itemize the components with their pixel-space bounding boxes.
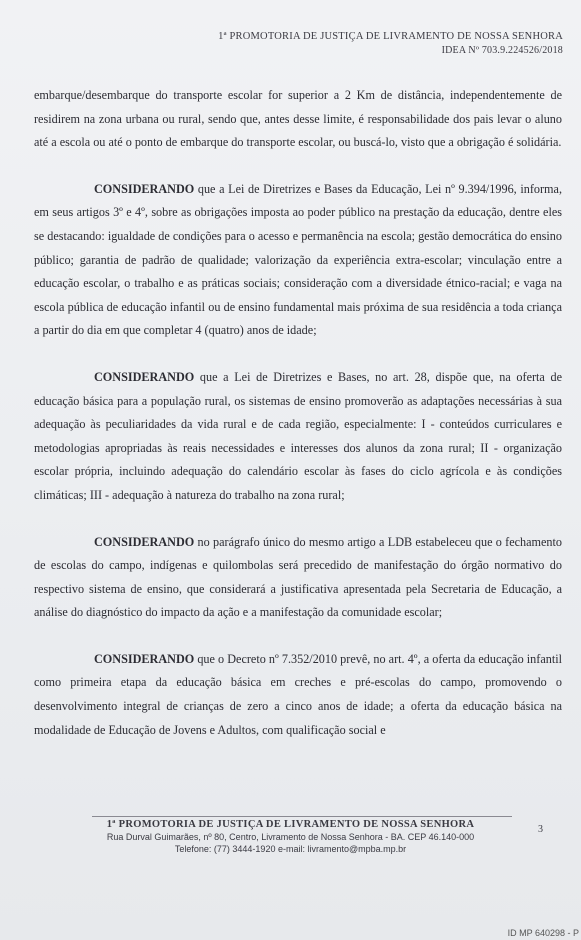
- paragraph-continuation: [34, 84, 562, 155]
- paragraph-considerando: [34, 366, 562, 508]
- page-header: [218, 30, 563, 58]
- paragraph-lead: CONSIDERANDO: [94, 181, 195, 196]
- paragraph-text: no parágrafo único do mesmo artigo a LDB estabeleceu que o fechamento de escolas do campo, indígenas e quilombolas será precedido de manifestação do órgão normativo do respectivo sistema de ensino, que considerará a justificativa apresentada pela Secretaria de Educação, a análise do diagnóstico do impacto da ação e a manifestação da comunidade escolar;: [34, 534, 562, 620]
- paragraph-text: que a Lei de Diretrizes e Bases da Educação, Lei nº 9.394/1996, informa, em seus artigos 3º e 4º, sobre as obrigações imposta ao poder público na prestação da educação, dentre eles se destacando: igualdade de condições para o acesso e permanência na escola; gestão democrática do ensino público; garantia de padrão de qualidade; valorização da experiência extra-escolar; vinculação entre a educação escolar, o trabalho e as práticas sociais; consideração com a diversidade étnico-racial; e vaga na escola pública de educação infantil ou de ensino fundamental mais próxima de sua residência a toda criança a partir do dia em que completar 4 (quatro) anos de idade;: [34, 181, 562, 338]
- paragraph-lead: CONSIDERANDO: [94, 534, 195, 549]
- document-id-stamp: ID MP 640298 - P: [507, 928, 579, 938]
- document-body: [34, 84, 562, 742]
- footer-contact: Telefone: (77) 3444-1920 e-mail: livramento@mpba.mp.br: [174, 844, 407, 854]
- footer-title: 1ª PROMOTORIA DE JUSTIÇA DE LIVRAMENTO DE NOSSA SENHORA: [106, 819, 475, 830]
- paragraph-considerando: [34, 531, 562, 625]
- paragraph-lead: CONSIDERANDO: [94, 651, 195, 666]
- page-footer: [0, 818, 581, 855]
- paragraph-text: que o Decreto nº 7.352/2010 prevê, no art. 4º, a oferta da educação infantil como primeira etapa da educação básica em creches e pré-escolas do campo, promovendo o desenvolvimento integral de crianças de zero a cinco anos de idade; a oferta da educação básica na modalidade de Educação de Jovens e Adultos, com qualificação social e: [34, 651, 562, 737]
- footer-address: Rua Durval Guimarães, nº 80, Centro, Livramento de Nossa Senhora - BA. CEP 46.140-000: [106, 832, 475, 842]
- paragraph-considerando: [34, 178, 562, 343]
- paragraph-considerando: [34, 648, 562, 742]
- paragraph-lead: CONSIDERANDO: [94, 369, 195, 384]
- header-title: 1ª PROMOTORIA DE JUSTIÇA DE LIVRAMENTO DE NOSSA SENHORA: [218, 31, 563, 42]
- page-number: 3: [538, 824, 543, 835]
- paragraph-text: que a Lei de Diretrizes e Bases, no art. 28, dispõe que, na oferta de educação básica para a população rural, os sistemas de ensino promoverão as adaptações necessárias à sua adequação às peculiaridades da vida rural e de cada região, especialmente: I - conteúdos curriculares e metodologias apropriadas às reais necessidades e interesses dos alunos da zona rural; II - organização escolar própria, incluindo adequação do calendário escolar às fases do ciclo agrícola e às condições climáticas; III - adequação à natureza do trabalho na zona rural;: [34, 369, 562, 502]
- paragraph-text: embarque/desembarque do transporte escolar for superior a 2 Km de distância, independentemente de residirem na zona urbana ou rural, sendo que, antes desse limite, é responsabilidade dos pais levar o aluno até a escola ou até o ponto de embarque do transporte escolar, ou buscá-lo, visto que a obrigação é solidária.: [34, 88, 562, 150]
- header-idea-number: IDEA Nº 703.9.224526/2018: [441, 45, 563, 56]
- footer-divider: [92, 816, 512, 817]
